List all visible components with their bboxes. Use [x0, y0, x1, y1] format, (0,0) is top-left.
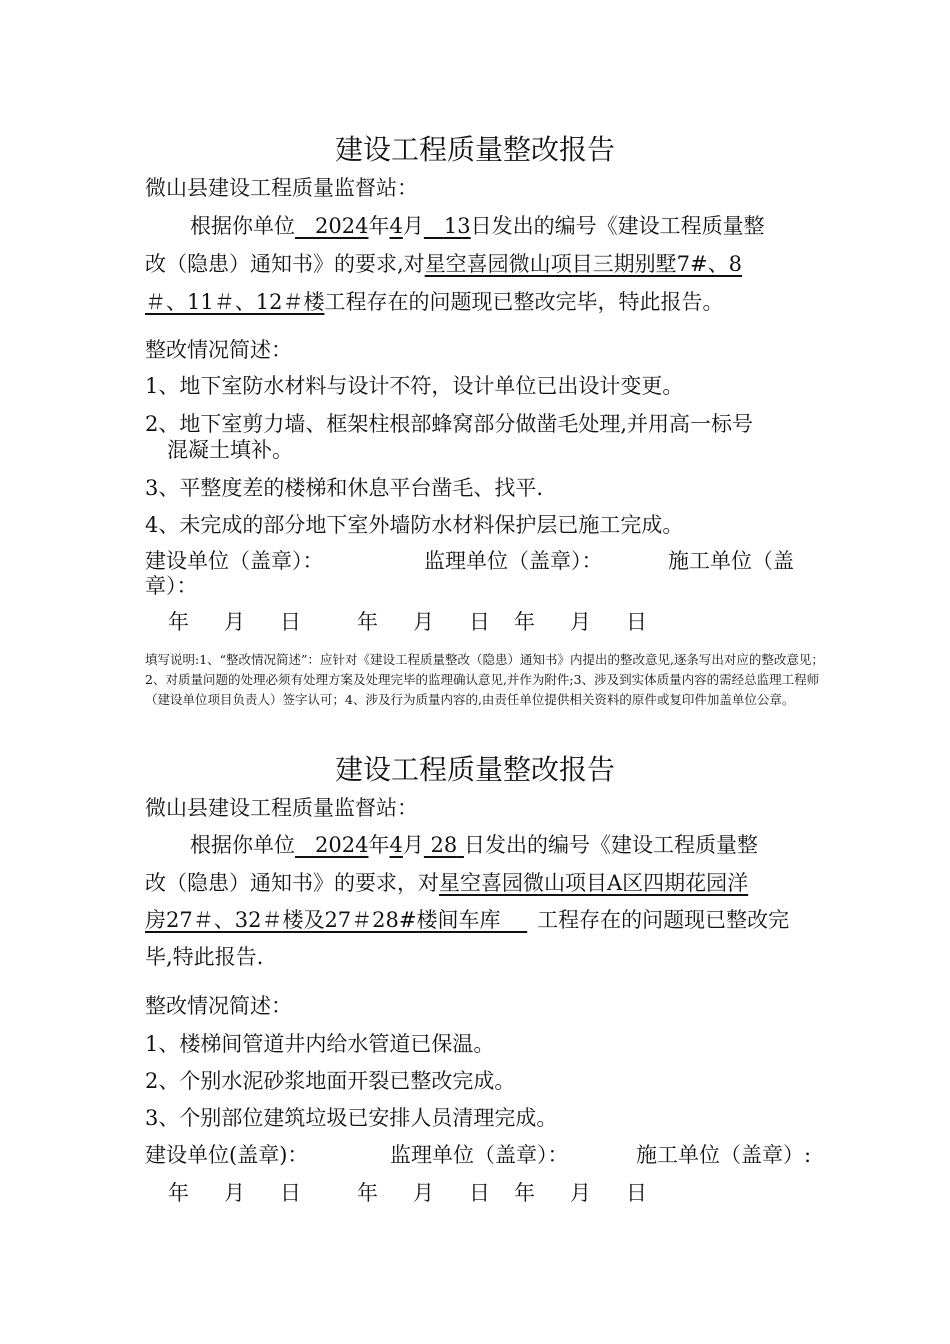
report1-seal-build: 建设单位（盖章）：: [145, 549, 324, 573]
date-year: 年: [357, 1181, 378, 1205]
date-day: 日: [469, 610, 490, 634]
para-lead: 根据你单位: [190, 833, 295, 857]
report1-seal-construct-wrap: 章）：: [145, 574, 198, 598]
para-line2-prefix: 改（隐患）通知书》的要求，对: [145, 871, 439, 895]
para-after-day: 日发出的编号《建设工程质量整: [463, 833, 758, 857]
report-year: 2024: [315, 833, 369, 857]
date-year: 年: [168, 1181, 189, 1205]
report-month: 4: [389, 214, 403, 238]
para-lead: 根据你单位: [190, 214, 295, 238]
date-month: 月: [570, 610, 591, 634]
date-month: 月: [224, 1181, 245, 1205]
para-line3-suffix: 工程存在的问题现已整改完毕，特此报告。: [324, 290, 724, 314]
year-char: 年: [368, 833, 390, 857]
report-month: 4: [389, 833, 403, 857]
project-buildings: 房27＃、32＃楼及27＃28#楼间车库: [145, 908, 501, 932]
date-month: 月: [224, 610, 245, 634]
date-day: 日: [469, 1181, 490, 1205]
year-char: 年: [368, 214, 390, 238]
report1-para-line3: [145, 288, 723, 316]
date-day: 日: [280, 610, 301, 634]
project-name: 星空喜园微山项目A区四期花园洋: [439, 871, 749, 895]
report1-para-line1: [190, 212, 765, 240]
date-day: 日: [626, 610, 647, 634]
report1-summary-label: 整改情况简述：: [145, 338, 292, 362]
report2-para-line3: [145, 906, 789, 934]
report2-seal-construct: 施工单位（盖章）:: [636, 1143, 812, 1167]
report1-item-4: 4、未完成的部分地下室外墙防水材料保护层已施工完成。: [145, 513, 684, 537]
report1-seal-construct: 施工单位（盖: [668, 549, 794, 573]
report1-fill-note: 填写说明:1、“整改情况简述”：应针对《建设工程质量整改（隐患）通知书》内提出的整改意见,逐条写出对应的整改意见；2、对质量问题的处理必须有处理方案及处理完毕的监理确认意见,并作为附件;3、涉及到实体质量内容的需经总监理工程师（建设单位项目负责人）签字认可；4、涉及行为质量内容的,由责任单位提供相关资料的原件或复印件加盖单位公章。: [145, 652, 824, 707]
report2-para-line2: [145, 869, 748, 897]
date-year: 年: [168, 610, 189, 634]
report2-seal-supervise: 监理单位（盖章）：: [390, 1143, 569, 1167]
report1-item-3: 3、平整度差的楼梯和休息平台凿毛、找平.: [145, 476, 544, 500]
report1-addressee: 微山县建设工程质量监督站：: [145, 176, 418, 200]
report-year: 2024: [315, 214, 369, 238]
report2-item-3: 3、个别部位建筑垃圾已安排人员清理完成。: [145, 1106, 558, 1130]
date-month: 月: [413, 610, 434, 634]
month-char: 月: [402, 214, 424, 238]
month-char: 月: [402, 833, 424, 857]
report-day: 13: [443, 214, 471, 238]
report1-para-line2: [145, 250, 742, 278]
date-day: 日: [280, 1181, 301, 1205]
report1-item-2: 2、地下室剪力墙、框架柱根部蜂窝部分做凿毛处理,并用高一标号: [145, 412, 754, 436]
report-day: 28: [430, 833, 458, 857]
project-buildings: ＃、11＃、12＃楼: [145, 290, 325, 314]
report1-item-1: 1、地下室防水材料与设计不符，设计单位已出设计变更。: [145, 374, 684, 398]
report2-item-2: 2、个别水泥砂浆地面开裂已整改完成。: [145, 1069, 516, 1093]
report2-summary-label: 整改情况简述：: [145, 994, 292, 1018]
date-month: 月: [413, 1181, 434, 1205]
report1-title: 建设工程质量整改报告: [334, 133, 615, 166]
report2-title: 建设工程质量整改报告: [334, 753, 615, 786]
para-line3-suffix: 工程存在的问题现已整改完: [537, 908, 790, 932]
report1-seal-supervise: 监理单位（盖章）：: [424, 549, 603, 573]
report2-para-line4: 毕,特此报告.: [145, 945, 264, 969]
date-day: 日: [626, 1181, 647, 1205]
date-year: 年: [514, 610, 535, 634]
date-year: 年: [357, 610, 378, 634]
report2-item-1: 1、楼梯间管道井内给水管道已保温。: [145, 1032, 495, 1056]
report2-para-line1: [190, 831, 758, 859]
project-name: 星空喜园微山项目三期别墅7#、8: [424, 252, 743, 276]
date-year: 年: [514, 1181, 535, 1205]
report2-addressee: 微山县建设工程质量监督站：: [145, 796, 418, 820]
para-after-day: 日发出的编号《建设工程质量整: [470, 214, 765, 238]
para-line2-prefix: 改（隐患）通知书》的要求,对: [145, 252, 425, 276]
date-month: 月: [570, 1181, 591, 1205]
report1-item-2-wrap: 混凝土填补。: [167, 438, 293, 462]
report2-seal-build: 建设单位(盖章)：: [145, 1143, 309, 1167]
